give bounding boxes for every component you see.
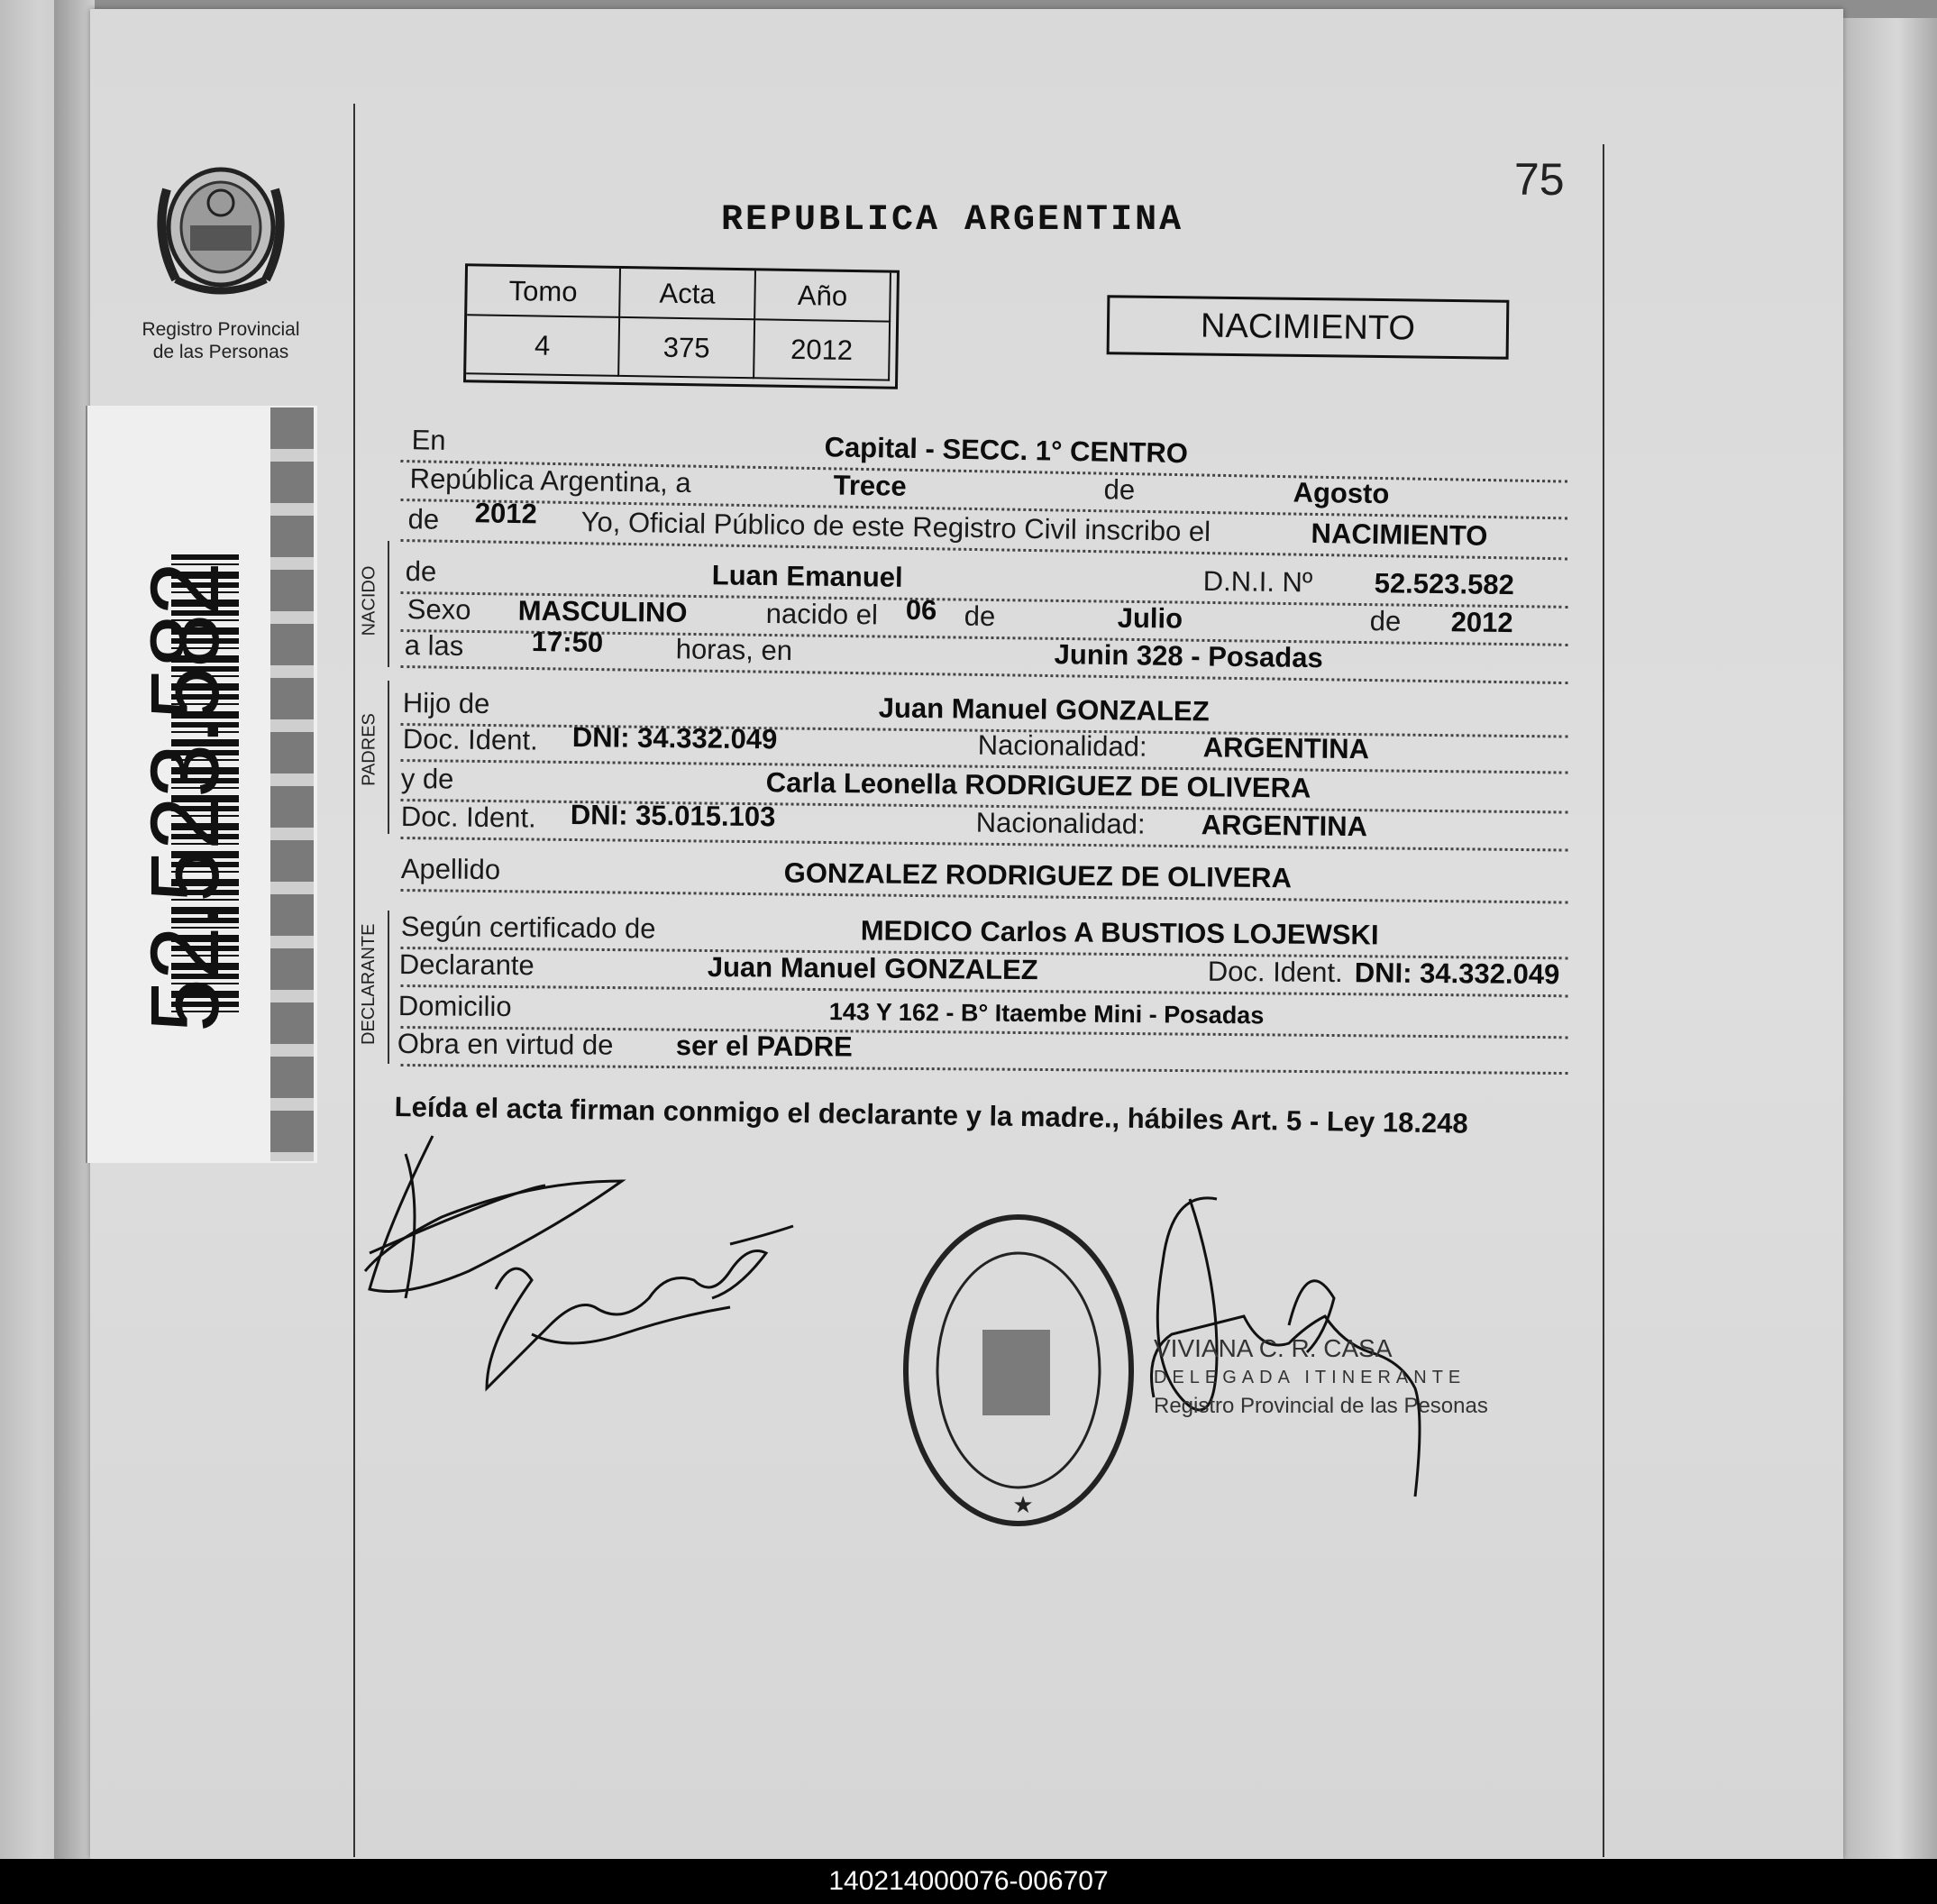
barcode-number: 52.523.582 <box>130 563 239 1033</box>
register-header-acta: Acta <box>620 269 756 320</box>
barcode-label-pattern <box>270 407 314 1161</box>
value-declarant-name: Juan Manuel GONZALEZ <box>707 950 1038 986</box>
value-declarant-doc: DNI: 34.332.049 <box>1354 957 1560 991</box>
official-stamp <box>906 1217 1131 1524</box>
form-line-obra <box>397 1027 1568 1075</box>
label-domicilio: Domicilio <box>397 989 512 1023</box>
value-father-nat: ARGENTINA <box>1202 731 1370 765</box>
value-birth-day: 06 <box>905 593 937 627</box>
value-sexo: MASCULINO <box>517 594 688 628</box>
label-y-de: y de <box>400 763 454 795</box>
label-dni: D.N.I. Nº <box>1202 564 1313 599</box>
label-nacido-de: de <box>405 555 437 588</box>
official-office: Registro Provincial de las Pesonas <box>1154 1394 1488 1418</box>
declarante-bracket <box>388 911 389 1064</box>
value-en: Capital - SECC. 1° CENTRO <box>824 431 1189 470</box>
value-mother-doc: DNI: 35.015.103 <box>570 798 776 833</box>
label-birth-de2: de <box>1369 605 1402 637</box>
logo-caption-line2: de las Personas <box>152 342 289 362</box>
register-header-tomo: Tomo <box>467 266 621 318</box>
value-birth-year: 2012 <box>1450 606 1513 639</box>
value-address: 143 Y 162 - B° Itaembe Mini - Posadas <box>828 998 1265 1030</box>
label-en: En <box>411 424 446 456</box>
label-de-year: de <box>407 503 440 536</box>
province-seal-logo <box>149 153 293 307</box>
label-father-doc: Doc. Ident. <box>402 723 538 756</box>
nacido-bracket <box>388 541 389 667</box>
section-nacido: NACIDO <box>359 565 379 636</box>
label-nacido-el: nacido el <box>765 597 879 631</box>
label-father-nat: Nacionalidad: <box>977 728 1147 763</box>
label-mother-nat: Nacionalidad: <box>975 806 1146 840</box>
value-father-doc: DNI: 34.332.049 <box>571 720 778 755</box>
register-header-ano: Año <box>755 270 891 322</box>
label-apellido: Apellido <box>400 853 501 886</box>
label-republica: República Argentina, a <box>409 462 691 499</box>
label-sexo: Sexo <box>407 593 471 626</box>
section-padres: PADRES <box>359 713 379 786</box>
value-time: 17:50 <box>531 626 604 659</box>
document-title: REPUBLICA ARGENTINA <box>721 200 1184 241</box>
value-month: Agosto <box>1293 476 1390 510</box>
left-margin-rule <box>353 104 355 1857</box>
label-mother-doc: Doc. Ident. <box>400 801 536 834</box>
label-de-month: de <box>1103 473 1136 506</box>
official-role: DELEGADA ITINERANTE <box>1154 1368 1466 1387</box>
svg-text:★: ★ <box>1012 1491 1034 1518</box>
value-obra: ser el PADRE <box>675 1030 853 1063</box>
label-yo-text: Yo, Oficial Público de este Registro Civil inscribo el <box>580 506 1211 548</box>
value-mother-nat: ARGENTINA <box>1201 809 1368 843</box>
value-cert: MEDICO Carlos A BUSTIOS LOJEWSKI <box>860 914 1379 951</box>
label-hijo: Hijo de <box>402 687 490 720</box>
padres-bracket <box>388 681 389 834</box>
official-name: VIVIANA C. R. CASA <box>1154 1334 1393 1362</box>
page-number: 75 <box>1514 154 1565 205</box>
logo-caption-line1: Registro Provincial <box>142 319 300 340</box>
value-name: Luan Emanuel <box>711 559 903 593</box>
official-stamp-text <box>1154 1334 1488 1421</box>
label-birth-de: de <box>964 600 996 633</box>
right-margin-rule <box>1603 144 1604 1857</box>
register-table <box>463 263 900 389</box>
register-value-acta: 375 <box>619 318 755 379</box>
value-day: Trece <box>833 469 907 502</box>
value-dni: 52.523.582 <box>1374 567 1515 601</box>
register-value-tomo: 4 <box>466 316 620 377</box>
label-segun: Según certificado de <box>400 911 656 945</box>
footer-code: 140214000076-006707 <box>0 1859 1937 1904</box>
declarant-signature <box>365 1136 622 1298</box>
value-year: 2012 <box>474 497 538 530</box>
binder-right-edge <box>1839 18 1937 1859</box>
act-type-box: NACIMIENTO <box>1107 295 1510 359</box>
value-place: Junin 328 - Posadas <box>1054 638 1323 674</box>
mother-signature <box>487 1226 793 1388</box>
value-mother-name: Carla Leonella RODRIGUEZ DE OLIVERA <box>765 766 1311 804</box>
value-surname: GONZALEZ RODRIGUEZ DE OLIVERA <box>783 856 1293 894</box>
value-inscribo: NACIMIENTO <box>1311 517 1488 552</box>
label-horas: horas, en <box>675 633 793 667</box>
label-declarant-doc: Doc. Ident. <box>1207 955 1343 989</box>
closing-statement: Leída el acta firman conmigo el declarante y la madre., hábiles Art. 5 - Ley 18.248 <box>394 1091 1468 1140</box>
value-birth-month: Julio <box>1117 601 1183 635</box>
section-declarante: DECLARANTE <box>359 923 379 1045</box>
label-obra: Obra en virtud de <box>397 1027 614 1061</box>
value-father-name: Juan Manuel GONZALEZ <box>878 691 1210 728</box>
register-value-ano: 2012 <box>754 320 891 380</box>
logo-caption <box>117 318 324 363</box>
label-a-las: a las <box>404 629 464 662</box>
label-declarante: Declarante <box>398 947 535 982</box>
